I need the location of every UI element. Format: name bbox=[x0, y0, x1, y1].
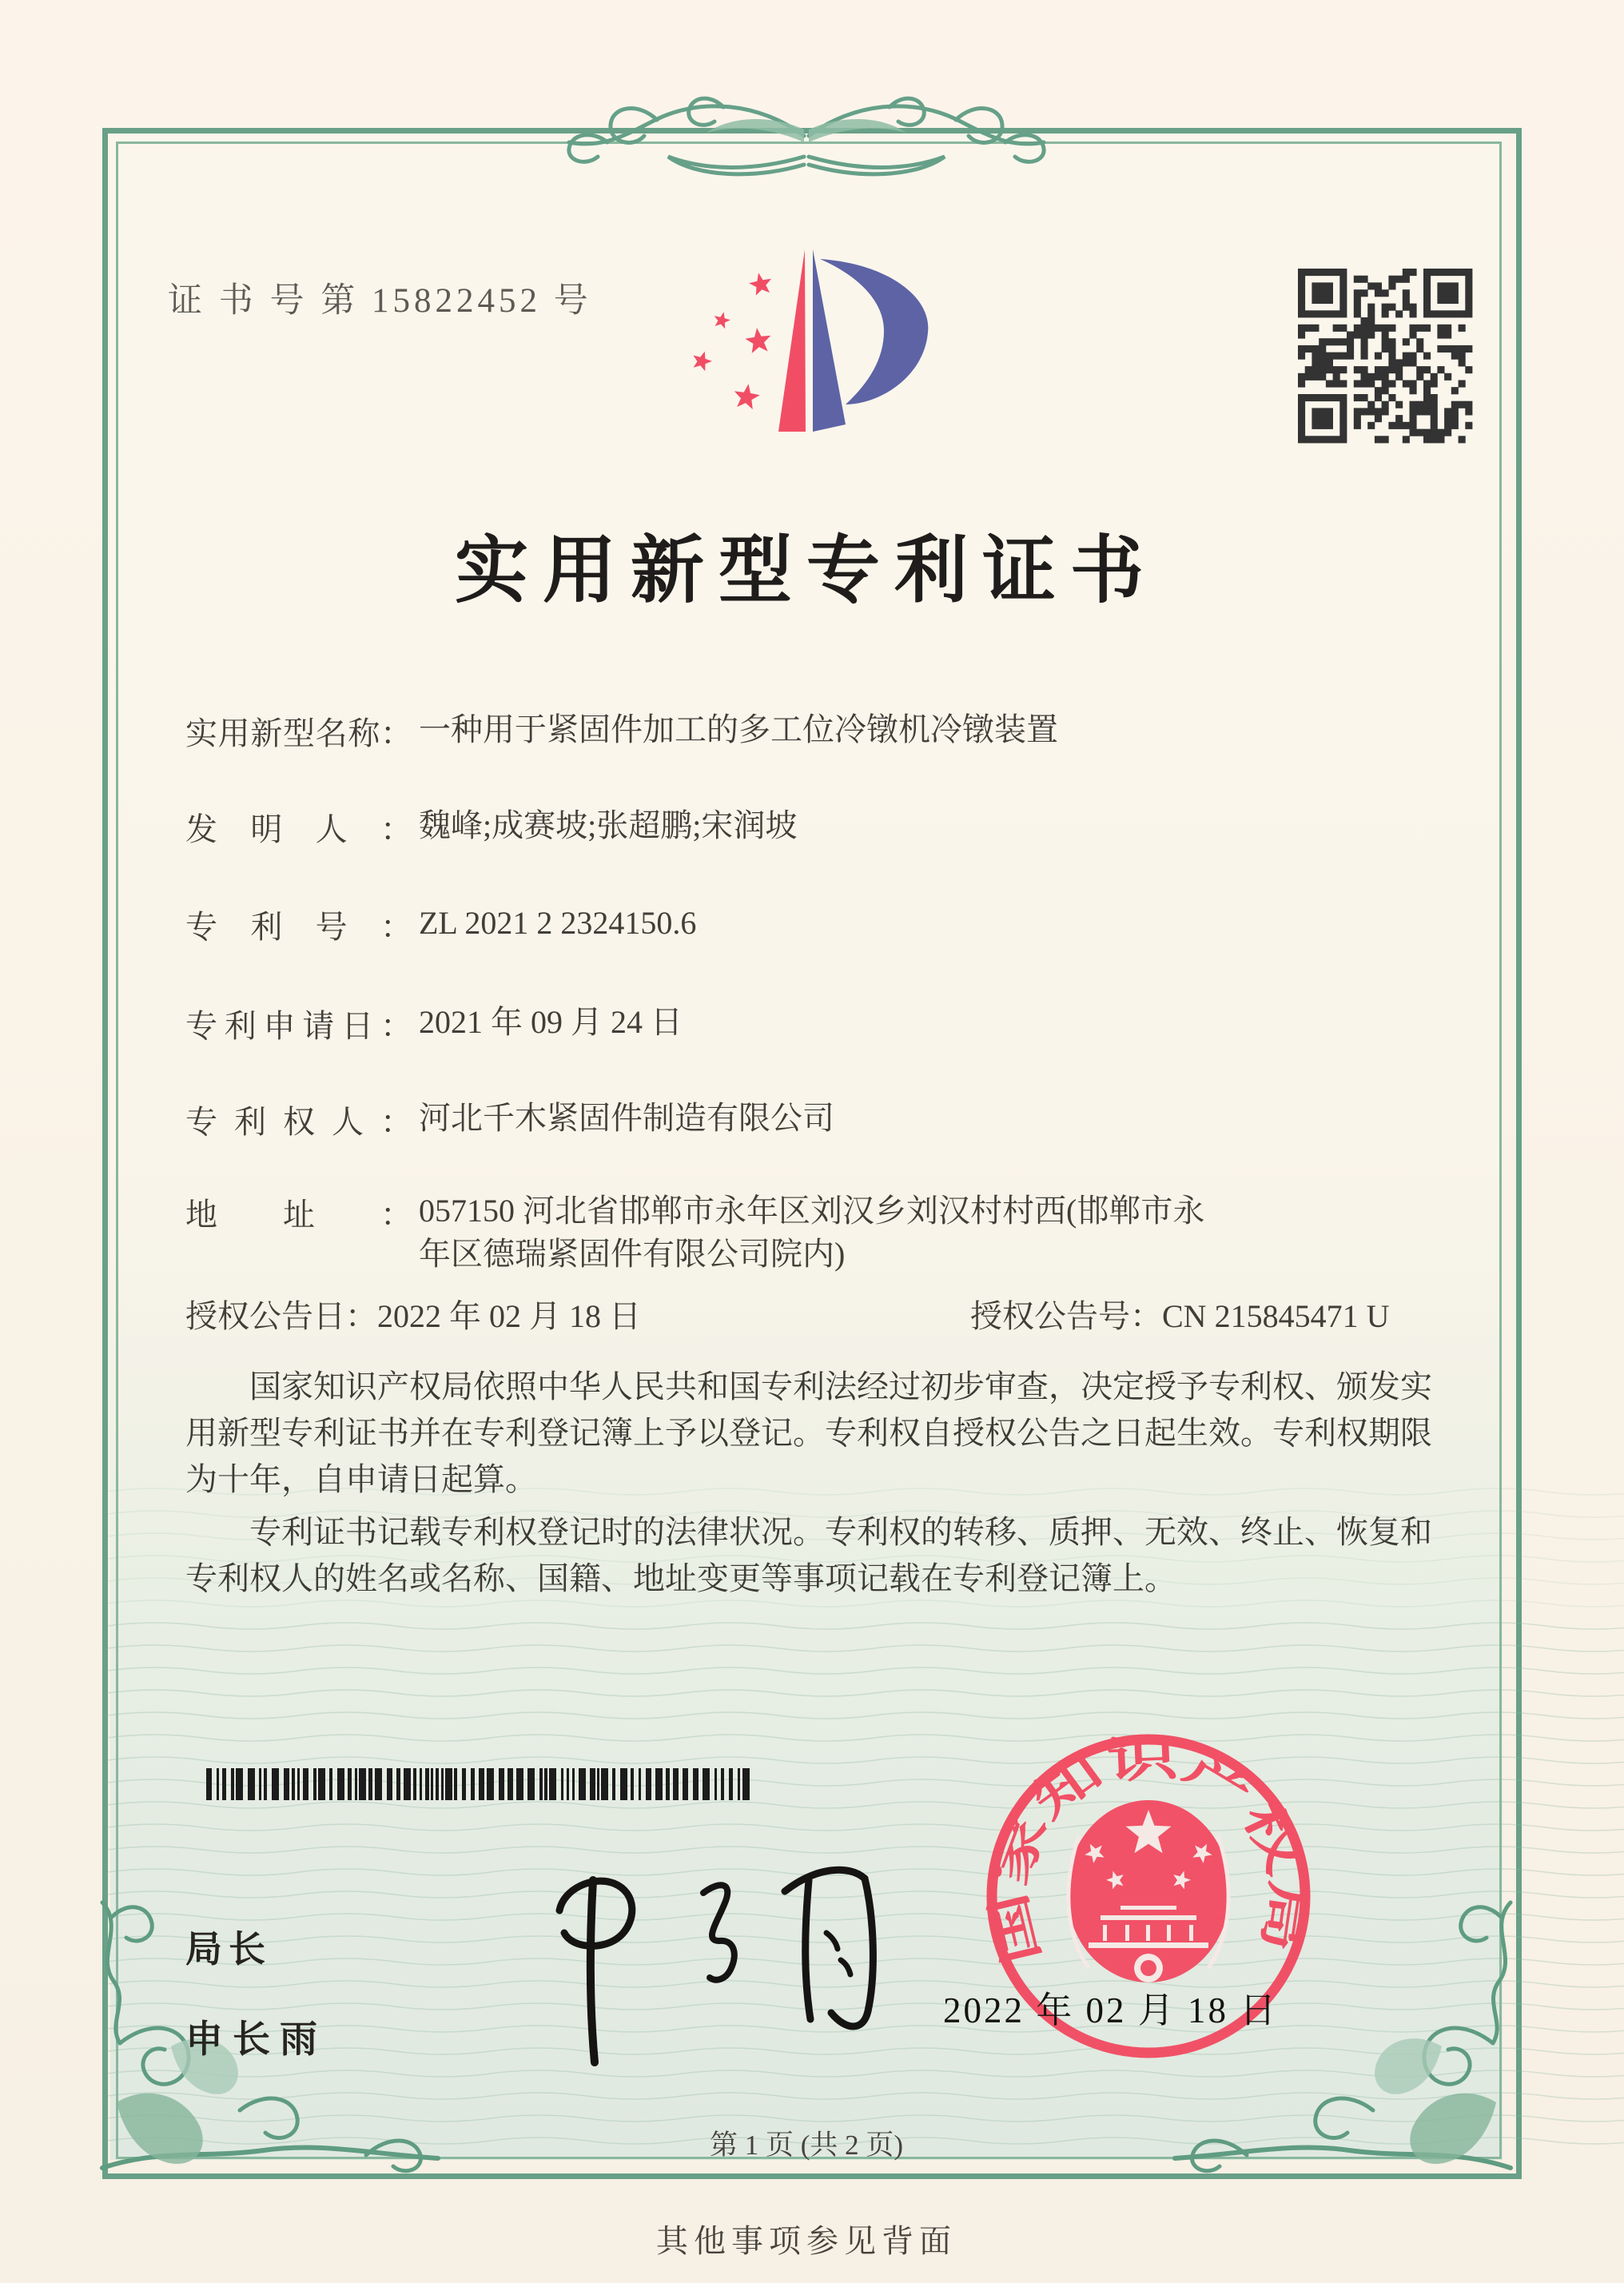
seal-date: 2022 年 02 月 18 日 bbox=[943, 1990, 1279, 2030]
cnipa-logo bbox=[693, 249, 928, 432]
certificate-title: 实用新型专利证书 bbox=[454, 530, 1158, 612]
field-value-inventors: 魏峰;成赛坡;张超鹏;宋润坡 bbox=[419, 807, 798, 843]
field-value-patent-number: ZL 2021 2 2324150.6 bbox=[419, 905, 697, 941]
page-number: 第 1 页 (共 2 页) bbox=[709, 2130, 904, 2161]
signer-title: 局长 bbox=[185, 1929, 272, 1970]
field-label-patentee: 专利权人： bbox=[185, 1104, 412, 1140]
field-label-name: 实用新型名称： bbox=[185, 715, 412, 751]
field-label-filing-date: 专利申请日： bbox=[185, 1008, 412, 1044]
field-value-patentee: 河北千木紧固件制造有限公司 bbox=[419, 1100, 834, 1136]
field-value-name: 一种用于紧固件加工的多工位冷镦机冷镦装置 bbox=[419, 711, 1058, 747]
field-row-inventors bbox=[185, 804, 1496, 850]
director-signature bbox=[559, 1870, 873, 2062]
grant-number-value: CN 215845471 U bbox=[1162, 1298, 1390, 1334]
certificate-number: 证 书 号 第 15822452 号 bbox=[168, 282, 592, 320]
signer-name: 申长雨 bbox=[185, 2019, 327, 2061]
top-border-flourish bbox=[569, 98, 1044, 174]
field-row-grant bbox=[185, 1291, 1496, 1337]
field-row-filing-date bbox=[185, 1001, 1496, 1046]
grant-number-label: 授权公告号： bbox=[970, 1298, 1162, 1334]
field-row-patent-number bbox=[185, 902, 1496, 947]
field-label-address: 地址： bbox=[185, 1197, 412, 1233]
seal-ring-text: 国家知识产权局 bbox=[983, 1733, 1316, 1970]
qr-code bbox=[1298, 269, 1472, 443]
legal-paragraph-2: 专利证书记载专利权登记时的法律状况。专利权的转移、质押、无效、终止、恢复和专利权人的姓名或名称、国籍、地址变更等事项记载在专利登记簿上。 bbox=[185, 1514, 1432, 1596]
grant-date-label: 授权公告日： bbox=[185, 1298, 377, 1334]
field-row-patentee bbox=[185, 1097, 1496, 1142]
legal-paragraphs bbox=[185, 1364, 1447, 1602]
field-row-address bbox=[185, 1189, 1496, 1276]
national-emblem bbox=[1067, 1800, 1230, 1982]
field-label-inventors: 发明人： bbox=[185, 811, 412, 847]
legal-paragraph-1: 国家知识产权局依照中华人民共和国专利法经过初步审查，决定授予专利权、颁发实用新型专利证书并在专利登记簿上予以登记。专利权自授权公告之日起生效。专利权期限为十年，自申请日起算。 bbox=[185, 1369, 1432, 1497]
back-side-note: 其他事项参见背面 bbox=[656, 2223, 957, 2259]
field-row-name bbox=[185, 708, 1496, 754]
field-label-patent-number: 专利号： bbox=[185, 909, 412, 945]
field-value-address: 057150 河北省邯郸市永年区刘汉乡刘汉村村西(邯郸市永年区德瑞紧固件有限公司院内) bbox=[419, 1193, 1205, 1272]
field-value-filing-date: 2021 年 09 月 24 日 bbox=[419, 1004, 683, 1040]
grant-date-value: 2022 年 02 月 18 日 bbox=[377, 1298, 641, 1334]
